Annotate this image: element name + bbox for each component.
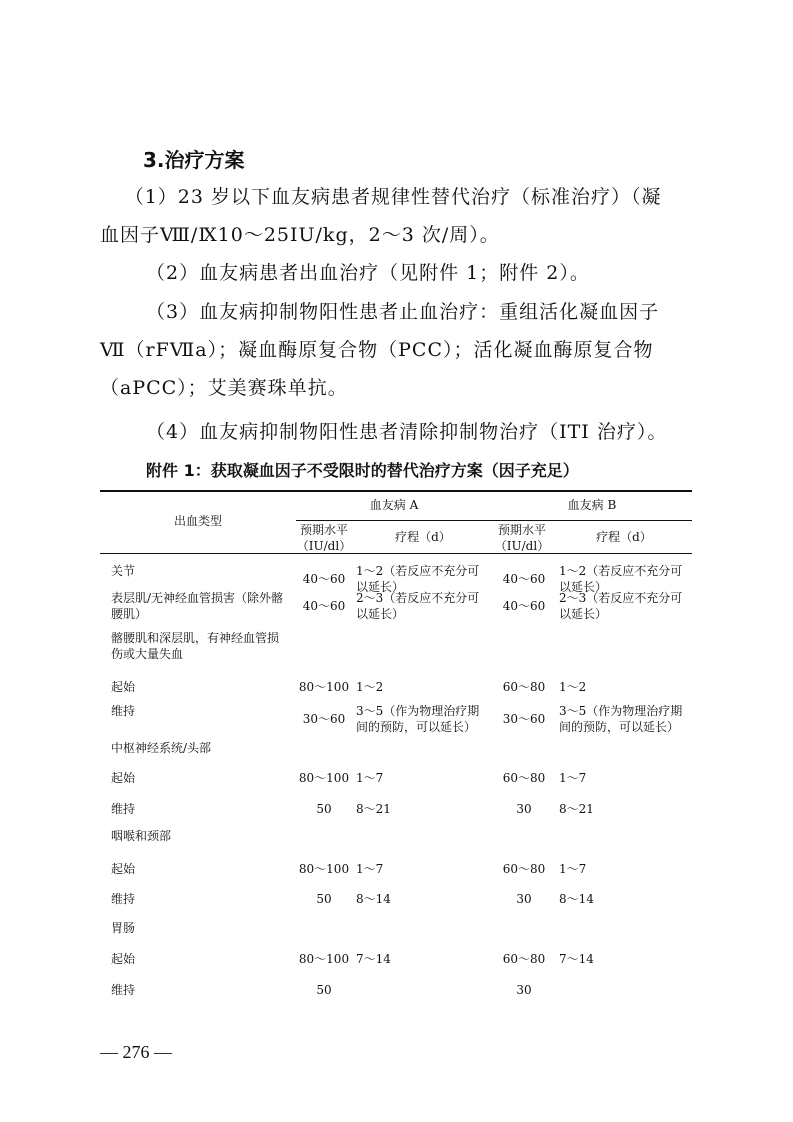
cell-a-level: 80～100 [298, 771, 350, 785]
cell-a-level: 50 [316, 983, 332, 997]
cell-line: 以延长） [559, 580, 608, 594]
cell-line: 表层肌/无神经血管损害（除外髂 [111, 591, 284, 605]
cell-b-level: 60～80 [502, 952, 546, 966]
cell-a-course [356, 703, 492, 735]
cell-a-level: 50 [316, 892, 332, 906]
cell-line: 咽喉和颈部 [111, 829, 172, 843]
cell-b-level: 40～60 [502, 572, 546, 586]
cell-line: 间的预防，可以延长） [356, 720, 477, 734]
cell-a-course [356, 861, 492, 877]
cell-line: 以延长） [356, 607, 405, 621]
cell-line: 8～21 [356, 802, 391, 816]
table-header-rule [100, 553, 692, 554]
cell-line: 1～2 [559, 680, 587, 694]
cell-a-course [356, 891, 492, 907]
header-a-level-line-2: （IU/dl） [296, 539, 352, 553]
cell-line: 1～7 [356, 862, 384, 876]
cell-a-level: 40～60 [302, 572, 346, 586]
table-caption: 附件 1：获取凝血因子不受限时的替代治疗方案（因子充足） [146, 461, 579, 480]
cell-line: 7～14 [559, 952, 594, 966]
cell-a-level: 80～100 [298, 952, 350, 966]
cell-type [111, 982, 301, 998]
cell-b-level: 30～60 [502, 712, 546, 726]
cell-b-course [559, 590, 692, 622]
paragraph-3 [100, 298, 692, 402]
cell-type [111, 679, 301, 695]
paragraph-3-line-1: （3）血友病抑制物阳性患者止血治疗：重组活化凝血因子 [146, 301, 660, 323]
cell-line: 2～3（若反应不充分可 [356, 591, 480, 605]
cell-line: 维持 [111, 892, 136, 906]
cell-b-course [559, 951, 692, 967]
cell-line: 1～2 [356, 680, 384, 694]
paragraph-1-line-2: 血因子Ⅷ/Ⅸ10～25IU/kg，2～3 次/周）。 [100, 224, 500, 246]
cell-b-level: 30 [516, 892, 532, 906]
cell-b-course [559, 770, 692, 786]
cell-line: 髂腰肌和深层肌，有神经血管损 [111, 631, 280, 645]
cell-a-level: 40～60 [302, 599, 346, 613]
cell-line: 中枢神经系统/头部 [111, 741, 212, 755]
cell-b-level: 60～80 [502, 680, 546, 694]
paragraph-3-line-3: （aPCC）；艾美赛珠单抗。 [100, 377, 348, 399]
cell-type [111, 563, 301, 579]
cell-line: 维持 [111, 802, 136, 816]
header-a-level-line-1: 预期水平 [299, 523, 348, 537]
cell-type [111, 828, 301, 844]
page-number: — 276 — [100, 1042, 172, 1062]
cell-b-level: 30 [516, 983, 532, 997]
paragraph-4-line: （4）血友病抑制物阳性患者清除抑制物治疗（ITI 治疗）。 [146, 421, 668, 443]
table-group-rule [296, 520, 692, 521]
table-top-rule [100, 490, 692, 492]
cell-line: 1～7 [559, 771, 587, 785]
cell-line: 维持 [111, 704, 136, 718]
cell-b-course [559, 861, 692, 877]
cell-line: 腰肌） [111, 607, 148, 621]
cell-b-course [559, 801, 692, 817]
cell-line: 8～14 [356, 892, 391, 906]
cell-a-course [356, 951, 492, 967]
cell-a-level: 30～60 [302, 712, 346, 726]
cell-type [111, 861, 301, 877]
cell-b-level: 60～80 [502, 771, 546, 785]
cell-type [111, 801, 301, 817]
cell-line: 起始 [111, 952, 136, 966]
paragraph-2 [100, 259, 692, 287]
paragraph-3-line-2: Ⅶ（rFⅦa）；凝血酶原复合物（PCC）；活化凝血酶原复合物 [100, 339, 654, 361]
header-bleed-type: 出血类型 [173, 514, 222, 528]
cell-type [111, 920, 301, 936]
cell-b-course [559, 679, 692, 695]
header-b-level-line-2: （IU/dl） [494, 539, 550, 553]
cell-line: 以延长） [559, 607, 608, 621]
cell-line: 起始 [111, 680, 136, 694]
cell-type [111, 630, 301, 662]
cell-a-course [356, 801, 492, 817]
cell-line: 以延长） [356, 580, 405, 594]
cell-line: 间的预防，可以延长） [559, 720, 680, 734]
cell-line: 1～7 [559, 862, 587, 876]
cell-line: 3～5（作为物理治疗期 [559, 704, 683, 718]
cell-type [111, 703, 301, 719]
header-hemophilia-b: 血友病 B [567, 498, 617, 512]
cell-line: 伤或大量失血 [111, 647, 184, 661]
cell-line: 1～2（若反应不充分可 [356, 564, 480, 578]
cell-b-level: 30 [516, 802, 532, 816]
cell-line: 维持 [111, 983, 136, 997]
cell-b-level: 40～60 [502, 599, 546, 613]
cell-b-level: 60～80 [502, 862, 546, 876]
header-b-level [488, 522, 556, 554]
cell-b-course [559, 891, 692, 907]
header-hemophilia-a: 血友病 A [369, 498, 419, 512]
cell-line: 7～14 [356, 952, 391, 966]
cell-line: 1～2（若反应不充分可 [559, 564, 683, 578]
cell-a-course [356, 770, 492, 786]
header-b-level-line-1: 预期水平 [497, 523, 546, 537]
paragraph-2-line: （2）血友病患者出血治疗（见附件 1；附件 2）。 [146, 262, 590, 284]
header-a-level [294, 522, 354, 554]
section-heading: 3.治疗方案 [143, 148, 245, 172]
cell-a-level: 80～100 [298, 680, 350, 694]
cell-line: 1～7 [356, 771, 384, 785]
cell-line: 关节 [111, 564, 136, 578]
cell-a-level: 50 [316, 802, 332, 816]
paragraph-1 [100, 183, 692, 249]
cell-line: 8～21 [559, 802, 594, 816]
cell-a-course [356, 590, 492, 622]
cell-type [111, 891, 301, 907]
cell-a-course [356, 679, 492, 695]
cell-type [111, 590, 301, 622]
cell-type [111, 740, 301, 756]
cell-b-course [559, 703, 692, 735]
paragraph-4 [100, 418, 692, 446]
header-b-course: 疗程（d） [596, 530, 652, 544]
cell-line: 起始 [111, 771, 136, 785]
paragraph-1-line-1: （1）23 岁以下血友病患者规律性替代治疗（标准治疗）（凝 [124, 186, 662, 208]
cell-line: 2～3（若反应不充分可 [559, 591, 683, 605]
cell-line: 8～14 [559, 892, 594, 906]
cell-line: 3～5（作为物理治疗期 [356, 704, 480, 718]
header-a-course: 疗程（d） [395, 530, 451, 544]
cell-type [111, 951, 301, 967]
cell-line: 胃肠 [111, 921, 136, 935]
cell-line: 起始 [111, 862, 136, 876]
cell-type [111, 770, 301, 786]
cell-a-level: 80～100 [298, 862, 350, 876]
